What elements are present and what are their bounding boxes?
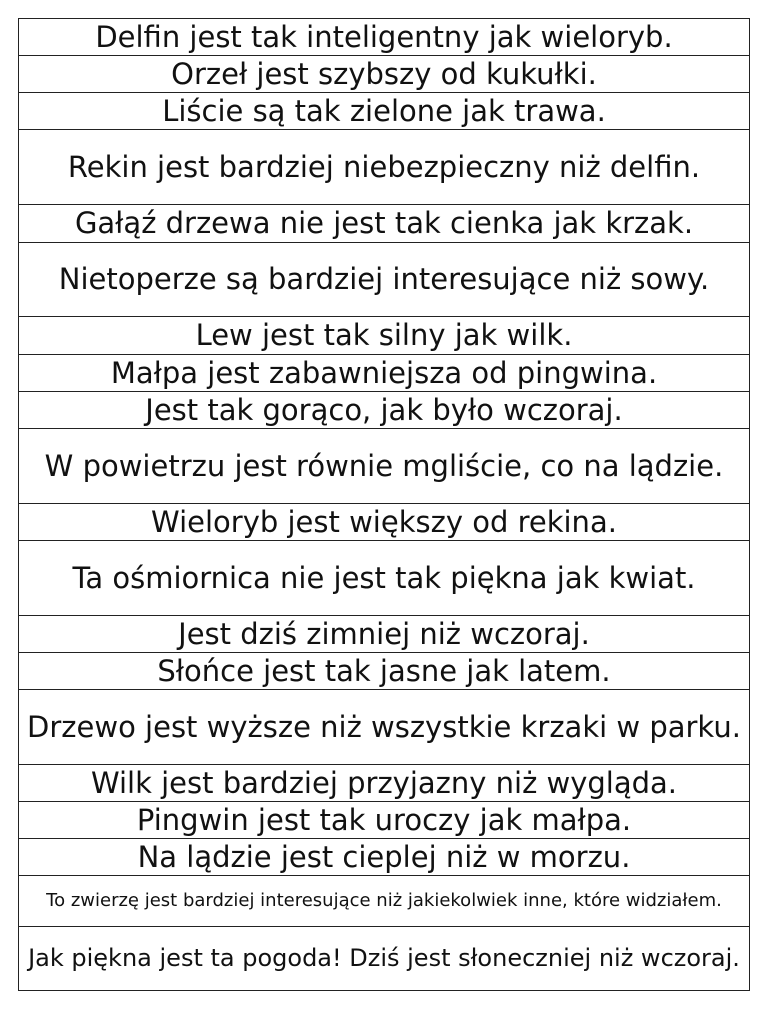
sentence-row-3 (19, 93, 749, 130)
sentence-text: Orzeł jest szybszy od kukułki. (171, 56, 597, 91)
sentence-text: To zwierzę jest bardziej interesujące niż jakiekolwiek inne, które widziałem. (46, 890, 722, 911)
sentence-row-17 (19, 802, 749, 839)
sentence-text: Wieloryb jest większy od rekina. (151, 504, 617, 539)
sentence-text: Słońce jest tak jasne jak latem. (157, 653, 611, 688)
sentence-row-13 (19, 616, 749, 653)
sentence-text: Gałąź drzewa nie jest tak cienka jak krzak. (74, 206, 694, 240)
sentence-text: Lew jest tak silny jak wilk. (195, 318, 573, 352)
sentence-text: Ta ośmiornica nie jest tak piękna jak kwiat. (72, 560, 696, 595)
sentence-row-2 (19, 56, 749, 93)
sentence-text: Jak piękna jest ta pogoda! Dziś jest słoneczniej niż wczoraj. (28, 944, 740, 972)
sentence-text: Nietoperze są bardziej interesujące niż sowy. (58, 262, 710, 296)
sentence-text: Rekin jest bardziej niebezpieczny niż delfin. (67, 149, 701, 184)
sentence-text: Delfin jest tak inteligentny jak wieloryb. (95, 19, 673, 54)
sentence-row-19 (19, 876, 749, 927)
sentence-row-12 (19, 541, 749, 616)
sentence-text: Liście są tak zielone jak trawa. (162, 93, 606, 128)
sentence-text: Pingwin jest tak uroczy jak małpa. (136, 802, 632, 837)
sentence-row-15 (19, 690, 749, 765)
sentence-text: Jest dziś zimniej niż wczoraj. (178, 616, 590, 651)
sentence-text: W powietrzu jest równie mgliście, co na lądzie. (44, 448, 724, 483)
sentence-row-5 (19, 205, 749, 243)
sentence-row-10 (19, 429, 749, 504)
sentence-row-20 (19, 927, 749, 991)
sentence-text: Jest tak gorąco, jak było wczoraj. (145, 392, 623, 427)
sentence-row-9 (19, 392, 749, 429)
sentence-row-11 (19, 504, 749, 541)
sentence-row-8 (19, 355, 749, 392)
sentence-row-1 (19, 19, 749, 56)
sentence-table (18, 18, 750, 991)
sentence-row-4 (19, 130, 749, 205)
sentence-row-18 (19, 839, 749, 876)
sentence-text: Wilk jest bardziej przyjazny niż wygląda. (90, 765, 678, 800)
sentence-text: Drzewo jest wyższe niż wszystkie krzaki w parku. (27, 709, 741, 744)
sentence-row-16 (19, 765, 749, 802)
sentence-text: Na lądzie jest cieplej niż w morzu. (137, 839, 631, 874)
sentence-row-7 (19, 317, 749, 355)
sentence-row-14 (19, 653, 749, 690)
sentence-text: Małpa jest zabawniejsza od pingwina. (110, 355, 658, 390)
sentence-row-6 (19, 243, 749, 317)
